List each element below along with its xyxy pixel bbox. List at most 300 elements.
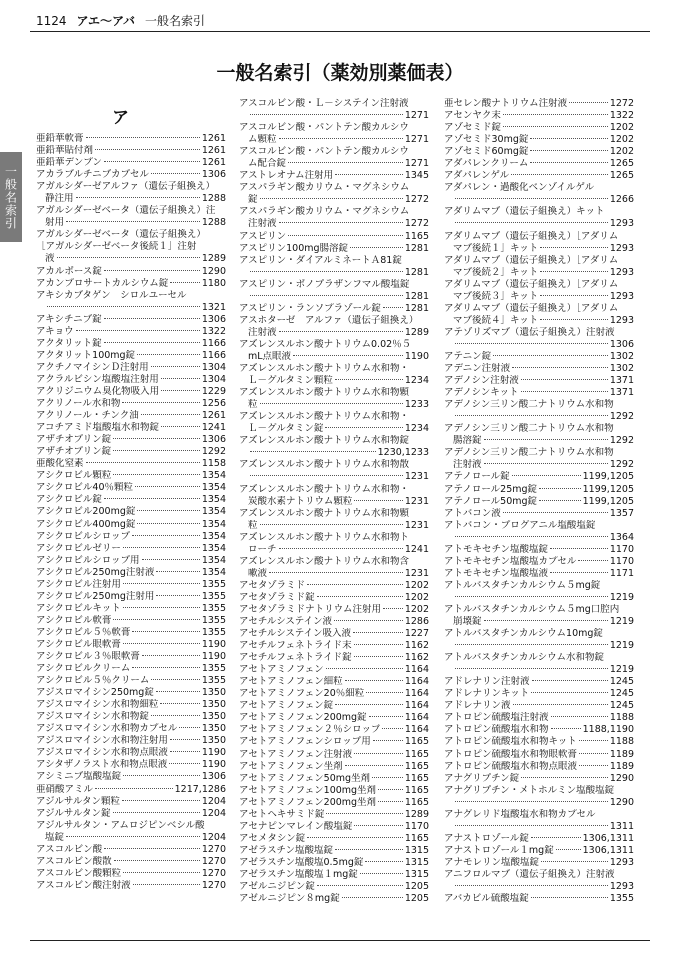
dot-leader <box>151 715 200 716</box>
drug-name-continued: 崩壊錠 <box>453 616 482 628</box>
drug-name: アシクロビル錠 <box>36 494 102 506</box>
dot-leader <box>317 596 403 597</box>
dot-leader <box>521 391 608 392</box>
index-entry <box>239 532 429 556</box>
dot-leader <box>354 644 403 645</box>
index-entry <box>36 290 226 314</box>
dot-leader <box>383 307 403 308</box>
dot-leader <box>521 777 608 778</box>
dot-leader <box>540 295 608 296</box>
index-entry <box>36 314 226 326</box>
drug-name: アガルシダーゼベータ（遺伝子組換え）注 <box>36 205 216 217</box>
index-entry <box>36 796 226 808</box>
dot-leader <box>383 608 403 609</box>
dot-leader <box>335 704 403 705</box>
index-entry <box>239 98 429 122</box>
page-ref: 1202 <box>404 591 429 603</box>
dot-leader <box>123 583 200 584</box>
page-ref: 1199,1205 <box>582 483 634 495</box>
index-entry <box>239 580 429 592</box>
dot-leader <box>366 692 403 693</box>
drug-name: アテノロール50mg錠 <box>444 495 538 507</box>
page-ref: 1190 <box>201 759 226 771</box>
drug-name: アセトアミノフェン50mg坐剤 <box>239 772 371 784</box>
drug-name: アセトアミノフェン細粒 <box>239 676 343 688</box>
page-ref: 1293 <box>609 856 634 868</box>
drug-name: アニフロルマブ（遺伝子組換え）注射液 <box>444 869 615 880</box>
dot-leader <box>539 488 581 489</box>
drug-name: アトルバスタチンカルシウム５mg口腔内 <box>444 603 620 615</box>
dot-leader <box>550 548 608 549</box>
dot-leader <box>578 560 607 561</box>
dot-leader <box>250 451 376 452</box>
dot-leader <box>503 126 608 127</box>
index-entry <box>36 434 226 446</box>
entry-last-line <box>239 134 429 146</box>
dot-leader <box>122 402 199 403</box>
page-ref: 1241 <box>201 422 226 434</box>
page-ref: 1199,1205 <box>582 495 634 507</box>
index-entry <box>444 893 634 905</box>
dot-leader <box>484 620 608 621</box>
entry-last-line <box>239 568 429 580</box>
page-ref: 1355 <box>201 602 226 614</box>
page-ref: 1354 <box>201 518 226 530</box>
dot-leader <box>288 235 403 236</box>
entry-last-line <box>239 158 429 170</box>
entry-last-line <box>444 218 634 230</box>
page-ref: 1165 <box>404 230 429 242</box>
dot-leader <box>354 656 403 657</box>
index-entry <box>239 893 429 905</box>
index-entry <box>36 880 226 892</box>
drug-name-continued: 液 <box>45 253 55 265</box>
index-entry <box>239 881 429 893</box>
index-entry <box>36 338 226 350</box>
page-ref: 1170 <box>609 555 634 567</box>
page-ref: 1306 <box>609 338 634 350</box>
dot-leader <box>354 753 403 754</box>
drug-name-continued: 炭酸水素ナトリウム顆粒 <box>248 495 353 507</box>
index-entry <box>36 627 226 639</box>
entry-last-line <box>444 459 634 471</box>
drug-name: アクタリット錠 <box>36 337 102 349</box>
page-ref: 1272 <box>404 194 429 206</box>
index-entry <box>444 231 634 255</box>
index-entry <box>36 410 226 422</box>
page-ref: 1219 <box>609 664 634 676</box>
dot-leader <box>260 403 403 404</box>
index-column-2 <box>239 98 429 905</box>
index-entry <box>239 279 429 303</box>
drug-name: アズレンスルホン酸ナトリウム水和物含 <box>239 555 410 567</box>
drug-name: アジルサルタン錠 <box>36 807 111 819</box>
page-ref: 1355 <box>201 590 226 602</box>
entry-last-line <box>239 520 429 532</box>
page-ref: 1204 <box>201 807 226 819</box>
page-ref: 1261 <box>201 410 226 422</box>
drug-name: アスピリン <box>239 230 287 242</box>
dot-leader <box>345 680 403 681</box>
page-ref: 1234 <box>404 423 429 435</box>
index-entry <box>239 182 429 206</box>
drug-name: アゼラスチン塩酸塩１mg錠 <box>239 869 358 880</box>
entry-last-line <box>444 821 634 833</box>
entry-last-line <box>36 302 226 314</box>
page-ref: 1165 <box>404 796 429 808</box>
page-ref: 1293 <box>609 290 634 302</box>
index-entry <box>36 543 226 555</box>
page-ref: 1204 <box>201 795 226 807</box>
index-entry <box>36 615 226 627</box>
page-ref: 1166 <box>201 349 226 361</box>
index-column-1 <box>36 98 226 892</box>
page-ref: 1289 <box>404 326 429 338</box>
dot-leader <box>170 739 200 740</box>
drug-name: アシクロビル注射用 <box>36 578 121 590</box>
page-ref: 1354 <box>201 482 226 494</box>
page-ref: 1355 <box>201 614 226 626</box>
page-ref: 1354 <box>201 530 226 542</box>
index-entry <box>36 759 226 771</box>
page-ref: 1271 <box>404 134 429 146</box>
drug-name: アダパレンゲル <box>444 170 510 182</box>
dot-leader <box>122 800 200 801</box>
dot-leader <box>123 643 200 644</box>
drug-name: アスピリン・ダイアルミネートＡ81錠 <box>239 254 402 266</box>
page-ref: 1302 <box>609 363 634 375</box>
index-entry <box>444 712 634 724</box>
drug-name: アジルサルタン・アムロジピンベシル酸 <box>36 819 205 831</box>
dot-leader <box>66 221 200 222</box>
index-entry <box>444 749 634 761</box>
drug-name: アダリムマブ（遺伝子組換え）［アダリム <box>444 230 619 242</box>
page-ref: 1306,1311 <box>582 832 634 844</box>
dot-leader <box>317 885 403 886</box>
page-ref: 1229 <box>201 385 226 397</box>
dot-leader <box>151 679 199 680</box>
footer-rule <box>30 940 650 941</box>
dot-leader <box>104 270 200 271</box>
index-entry <box>239 652 429 664</box>
dot-leader <box>135 486 200 487</box>
page-ref: 1162 <box>404 652 429 664</box>
drug-name: アセトアミノフェン200mg錠 <box>239 712 367 724</box>
dot-leader <box>503 114 608 115</box>
drug-name: アクリジニウム臭化物吸入用 <box>36 385 160 397</box>
page-ref: 1270 <box>201 879 226 891</box>
drug-name: アジスロマイシン水和物カプセル <box>36 723 178 735</box>
page-ref: 1231 <box>404 471 429 483</box>
dot-leader <box>161 390 200 391</box>
drug-name-continued: 静注用 <box>45 193 74 205</box>
index-entry <box>36 579 226 591</box>
page-ref: 1315 <box>404 844 429 856</box>
dot-leader <box>113 812 200 813</box>
index-entry <box>444 604 634 628</box>
index-entry <box>36 567 226 579</box>
dot-leader <box>104 342 200 343</box>
index-entry <box>444 170 634 182</box>
drug-name: アジスロマイシン水和物注射用 <box>36 735 168 747</box>
page-ref: 1202 <box>404 603 429 615</box>
page-ref: 1199,1205 <box>582 471 634 483</box>
page-ref: 1245 <box>609 700 634 712</box>
drug-name: アナグリプチン錠 <box>444 772 520 784</box>
index-entry <box>239 459 429 483</box>
entry-last-line <box>239 496 429 508</box>
dot-leader <box>530 162 607 163</box>
drug-name: アシクロビルシロップ <box>36 530 131 542</box>
dot-leader <box>104 318 200 319</box>
drug-name: アトバコン・プログアニル塩酸塩錠 <box>444 519 596 531</box>
index-entry <box>444 688 634 700</box>
page-ref: 1205 <box>404 881 429 893</box>
page-ref: 1315 <box>404 856 429 868</box>
page-ref: 1371 <box>609 375 634 387</box>
drug-name: アトロピン硫酸塩水和物 <box>444 724 549 736</box>
dot-leader <box>250 295 403 296</box>
index-entry <box>36 735 226 747</box>
dot-leader <box>569 102 608 103</box>
drug-name: アトルバスタチンカルシウム５mg錠 <box>444 579 601 591</box>
page-ref: 1281 <box>404 290 429 302</box>
page-ref: 1158 <box>201 458 226 470</box>
page-ref: 1290 <box>201 265 226 277</box>
drug-name: アシクロビル400mg錠 <box>36 518 136 530</box>
page-ref: 1164 <box>404 712 429 724</box>
index-entry <box>239 363 429 387</box>
dot-leader <box>76 330 200 331</box>
drug-name: アスピリン100mg腸溶錠 <box>239 242 349 254</box>
dot-leader <box>335 379 403 380</box>
drug-name: アナグリプチン・メトホルミン塩酸塩錠 <box>444 784 615 796</box>
page-ref: 1371 <box>609 387 634 399</box>
drug-name: アスコルビン酸注射液 <box>36 879 131 891</box>
drug-name: アゼラスチン塩酸塩0.5mg錠 <box>239 856 364 868</box>
index-entry <box>239 122 429 146</box>
page-ref: 1350 <box>201 723 226 735</box>
drug-name: アシクロビルゼリー <box>36 542 121 554</box>
dot-leader <box>269 572 403 573</box>
dot-leader <box>170 751 200 752</box>
drug-name: アゾセミド30mg錠 <box>444 134 529 146</box>
dot-leader <box>326 813 402 814</box>
drug-name: 亜セレン酸ナトリウム注射液 <box>444 98 568 109</box>
page-ref: 1306 <box>201 169 226 181</box>
page-ref: 1265 <box>609 170 634 182</box>
page-ref: 1202 <box>609 146 634 158</box>
page-ref: 1355 <box>201 675 226 687</box>
index-entry <box>36 169 226 181</box>
drug-name-continued: 粒 <box>248 519 258 531</box>
drug-name: アバカビル硫酸塩錠 <box>444 893 529 905</box>
index-entry <box>239 688 429 700</box>
index-entry <box>444 484 634 496</box>
drug-name: アクリノール・チンク油 <box>36 410 139 422</box>
drug-name: アセトアミノフェン100mg坐剤 <box>239 784 377 796</box>
drug-name: アガルシダーゼアルファ（遺伝子組換え） <box>36 181 216 193</box>
dot-leader <box>484 439 608 440</box>
page-ref: 1355 <box>201 578 226 590</box>
dot-leader <box>455 343 608 344</box>
header-rule <box>30 31 650 32</box>
drug-name: アシクロビル３％眼軟膏 <box>36 651 140 663</box>
index-entry <box>444 773 634 785</box>
entry-last-line <box>239 375 429 387</box>
dot-leader <box>250 114 403 115</box>
index-entry <box>444 700 634 712</box>
dot-leader <box>141 414 200 415</box>
entry-last-line <box>444 291 634 303</box>
page-ref: 1190 <box>201 638 226 650</box>
drug-name: アシクロビルキット <box>36 602 121 614</box>
entry-last-line <box>239 447 429 459</box>
entry-last-line <box>444 243 634 255</box>
index-entry <box>36 398 226 410</box>
page-ref: 1292 <box>609 411 634 423</box>
drug-name: アナモレリン塩酸塩錠 <box>444 856 540 868</box>
drug-name: アズレンスルホン酸ナトリウム水和物・ <box>239 363 410 375</box>
page-ref: 1315 <box>404 869 429 880</box>
page-ref: 1188 <box>609 736 634 748</box>
page-ref: 1345 <box>404 170 429 182</box>
dot-leader <box>484 463 608 464</box>
index-entry <box>444 761 634 773</box>
dot-leader <box>279 138 403 139</box>
dot-leader <box>123 872 200 873</box>
index-entry <box>444 182 634 206</box>
dot-leader <box>532 680 608 681</box>
index-entry <box>36 374 226 386</box>
index-entry <box>444 255 634 279</box>
entry-last-line <box>239 351 429 363</box>
dot-leader <box>66 836 200 837</box>
page-ref: 1306 <box>201 771 226 783</box>
drug-name: アシクロビル軟膏 <box>36 614 112 626</box>
drug-name: アジスロマイシン水和物点眼液 <box>36 747 168 759</box>
dot-leader <box>123 547 200 548</box>
drug-name: アキョウ <box>36 325 74 337</box>
drug-name-continued: 注射液 <box>453 459 482 471</box>
drug-name: アダパレン・過酸化ベンゾイルゲル <box>444 182 595 194</box>
index-entry <box>36 784 226 796</box>
dot-leader <box>160 703 199 704</box>
dot-leader <box>455 825 608 826</box>
dot-leader <box>113 619 199 620</box>
drug-name: アズレンスルホン酸ナトリウム0.02％５ <box>239 338 412 350</box>
index-entry <box>444 471 634 483</box>
index-entry <box>239 339 429 363</box>
page-ref: 1190 <box>201 651 226 663</box>
index-entry <box>239 736 429 748</box>
index-entry <box>36 687 226 699</box>
drug-name: アシクロビルクリーム <box>36 663 131 675</box>
index-entry <box>36 808 226 820</box>
index-entry <box>444 134 634 146</box>
drug-name: アデノシン三リン酸二ナトリウム水和物 <box>444 447 614 459</box>
entry-last-line <box>444 267 634 279</box>
index-entry <box>444 327 634 351</box>
drug-name-continued: ローチ <box>248 543 277 555</box>
index-entry <box>36 181 226 205</box>
drug-name: アセチルフェネトライド錠 <box>239 652 352 664</box>
index-entry <box>36 711 226 723</box>
page-ref: 1165 <box>404 748 429 760</box>
dot-leader <box>325 427 402 428</box>
drug-name: アドレナリン液 <box>444 700 511 712</box>
drug-name: アクチノマイシンＤ注射用 <box>36 361 149 373</box>
drug-name: アセトヘキサミド錠 <box>239 808 325 820</box>
entry-last-line <box>239 423 429 435</box>
drug-name: アセトアミノフェン200mg坐剤 <box>239 796 377 808</box>
index-entry <box>239 724 429 736</box>
page-ref: 1202 <box>609 134 634 146</box>
dot-leader <box>151 173 200 174</box>
dot-leader <box>137 523 199 524</box>
index-entry <box>36 663 226 675</box>
dot-leader <box>132 631 199 632</box>
dot-leader <box>169 763 200 764</box>
index-entry <box>444 399 634 423</box>
dot-leader <box>531 837 581 838</box>
dot-leader <box>372 777 403 778</box>
dot-leader <box>455 415 608 416</box>
drug-name: アダリムマブ（遺伝子組換え）［アダリム <box>444 302 619 314</box>
dot-leader <box>113 474 199 475</box>
drug-name: アダパレンクリーム <box>444 158 529 170</box>
index-entry <box>36 266 226 278</box>
drug-name: アテノロール錠 <box>444 471 510 483</box>
dot-leader <box>260 524 403 525</box>
page-ref: 1180 <box>201 277 226 289</box>
page-ref: 1230,1233 <box>377 447 429 459</box>
drug-name-continued: ［アガルシダーゼベータ後続１］注射 <box>36 241 197 253</box>
dot-leader <box>179 727 199 728</box>
dot-leader <box>550 572 608 573</box>
index-entry <box>239 676 429 688</box>
drug-name-continued: Ｌ－グルタミン顆粒 <box>248 375 333 387</box>
page-ref: 1170 <box>404 820 429 832</box>
drug-name: アナストロゾール錠 <box>444 832 529 844</box>
drug-name-continued: ム顆粒 <box>248 134 277 146</box>
index-entry <box>239 315 429 339</box>
page-ref: 1261 <box>201 157 226 169</box>
drug-name: アシクロビル眼軟膏 <box>36 638 121 650</box>
drug-name: アセトアミノフェン２％シロップ <box>239 724 381 736</box>
index-entry <box>444 447 634 471</box>
dot-leader <box>151 366 200 367</box>
dot-leader <box>47 306 200 307</box>
drug-name-continued: マブ後続３］キット <box>453 290 539 302</box>
index-entry <box>36 133 226 145</box>
index-entry <box>36 651 226 663</box>
index-entry <box>239 809 429 821</box>
drug-name: アズレンスルホン酸ナトリウム水和物散 <box>239 459 410 471</box>
page-ref: 1311 <box>609 820 634 832</box>
page-ref: 1354 <box>201 470 226 482</box>
index-entry <box>239 170 429 182</box>
index-entry <box>239 857 429 869</box>
index-entry <box>239 616 429 628</box>
dot-leader <box>455 644 608 645</box>
index-entry <box>239 797 429 809</box>
page-ref: 1270 <box>201 843 226 855</box>
index-entry <box>239 712 429 724</box>
dot-leader <box>132 535 200 536</box>
dot-leader <box>455 198 608 199</box>
drug-name: アセチルシステイン液 <box>239 616 333 628</box>
